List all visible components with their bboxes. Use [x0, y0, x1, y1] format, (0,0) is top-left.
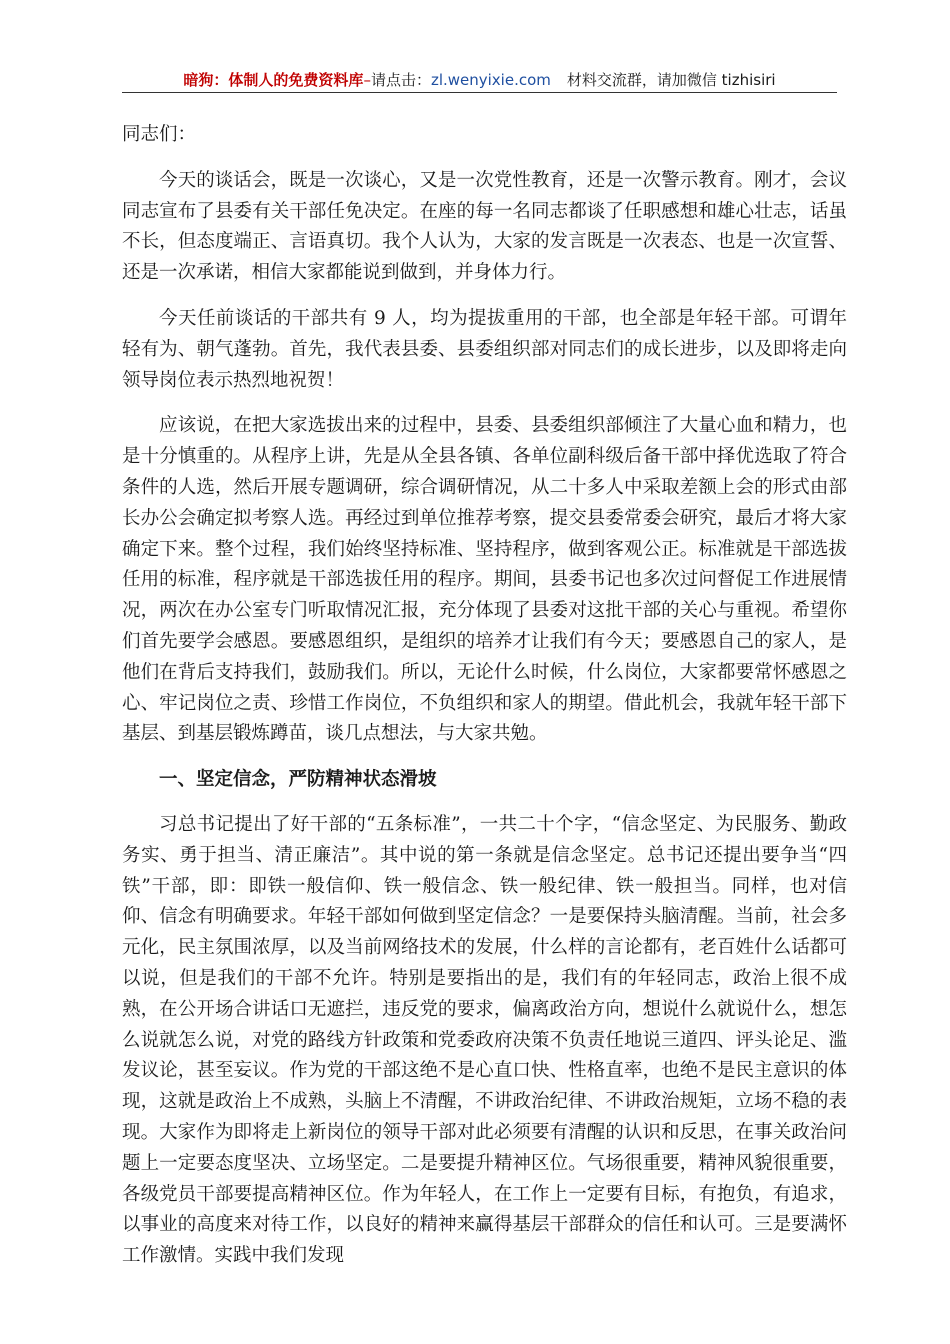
- header-prompt: 请点击：: [370, 71, 431, 89]
- header-dash: –: [363, 71, 371, 89]
- document-body: [122, 120, 847, 1287]
- section-heading: 一、坚定信念，严防精神状态滑坡: [159, 769, 437, 791]
- header-brand: 暗狗：体制人的免费资料库: [183, 71, 364, 89]
- header-contact: 材料交流群，请加微信 tizhisiri: [566, 71, 776, 89]
- page-header: [122, 70, 837, 93]
- paragraph-2: 今天任前谈话的干部共有 9 人，均为提拔重用的干部，也全部是年轻干部。可谓年轻有为、朝气蓬勃。首先，我代表县委、县委组织部对同志们的成长进步，以及即将走向领导岗位表示热烈地祝贺！: [122, 307, 847, 391]
- header-url-link[interactable]: zl.wenyixie.com: [430, 71, 551, 89]
- paragraph-3: 应该说，在把大家选拔出来的过程中，县委、县委组织部倾注了大量心血和精力，也是十分慎重的。从程序上讲，先是从全县各镇、各单位副科级后备干部中择优选取了符合条件的人选，然后开展专题调研，综合调研情况，从二十多人中采取差额上会的形式由部长办公会确定拟考察人选。再经过到单位推荐考察，提交县委常委会研究，最后才将大家确定下来。整个过程，我们始终坚持标准、坚持程序，做到客观公正。标准就是干部选拔任用的标准，程序就是干部选拔任用的程序。期间，县委书记也多次过问督促工作进展情况，两次在办公室专门听取情况汇报，充分体现了县委对这批干部的关心与重视。希望你们首先要学会感恩。要感恩组织，是组织的培养才让我们有今天；要感恩自己的家人，是他们在背后支持我们，鼓励我们。所以，无论什么时候，什么岗位，大家都要常怀感恩之心、牢记岗位之责、珍惜工作岗位，不负组织和家人的期望。借此机会，我就年轻干部下基层、到基层锻炼蹲苗，谈几点想法，与大家共勉。: [122, 415, 847, 745]
- greeting: 同志们：: [122, 124, 197, 145]
- paragraph-1: 今天的谈话会，既是一次谈心，又是一次党性教育，还是一次警示教育。刚才，会议同志宣布了县委有关干部任免决定。在座的每一名同志都谈了任职感想和雄心壮志，话虽不长，但态度端正、言语真切。我个人认为，大家的发言既是一次表态、也是一次宣誓、还是一次承诺，相信大家都能说到做到，并身体力行。: [122, 169, 847, 284]
- section-paragraph: 习总书记提出了好干部的“五条标准”，一共二十个字，“信念坚定、为民服务、勤政务实、勇于担当、清正廉洁”。其中说的第一条就是信念坚定。总书记还提出要争当“四铁”干部，即：即铁一般信仰、铁一般信念、铁一般纪律、铁一般担当。同样，也对信仰、信念有明确要求。年轻干部如何做到坚定信念？一是要保持头脑清醒。当前，社会多元化，民主氛围浓厚，以及当前网络技术的发展，什么样的言论都有，老百姓什么话都可以说，但是我们的干部不允许。特别是要指出的是，我们有的年轻同志，政治上很不成熟，在公开场合讲话口无遮拦，违反党的要求，偏离政治方向，想说什么就说什么，想怎么说就怎么说，对党的路线方针政策和党委政府决策不负责任地说三道四、评头论足、滥发议论，甚至妄议。作为党的干部这绝不是心直口快、性格直率，也绝不是民主意识的体现，这就是政治上不成熟，头脑上不清醒，不讲政治纪律、不讲政治规矩，立场不稳的表现。大家作为即将走上新岗位的领导干部对此必须要有清醒的认识和反思，在事关政治问题上一定要态度坚决、立场坚定。二是要提升精神区位。气场很重要，精神风貌很重要，各级党员干部要提高精神区位。作为年轻人，在工作上一定要有目标，有抱负，有追求，以事业的高度来对待工作，以良好的精神来赢得基层干部群众的信任和认可。三是要满怀工作激情。实践中我们发现: [122, 813, 847, 1267]
